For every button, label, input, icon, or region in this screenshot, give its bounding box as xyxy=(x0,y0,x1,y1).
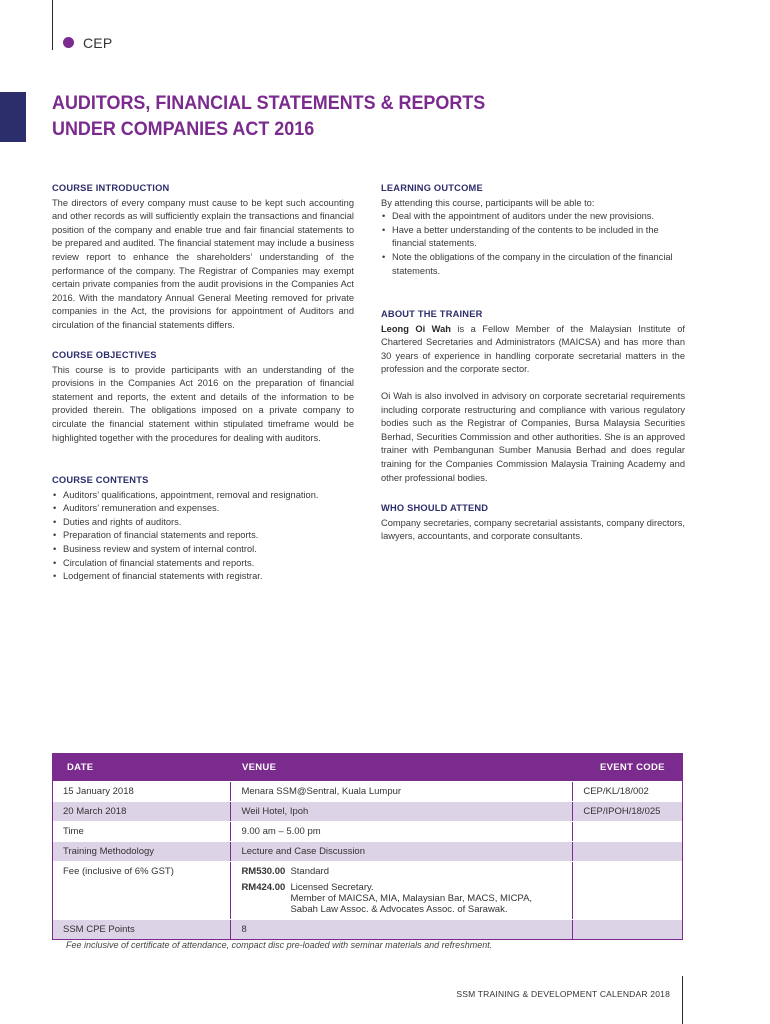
header-dot-icon xyxy=(63,37,74,48)
table-header-venue: VENUE xyxy=(242,762,277,773)
trainer-bio-1 xyxy=(381,323,685,377)
table-cell-event-code: CEP/KL/18/002 xyxy=(572,782,682,801)
fee-footnote: Fee inclusive of certificate of attendance, compact disc pre-loaded with seminar materials and refreshment. xyxy=(66,940,493,950)
trainer-bio-2: Oi Wah is also involved in advisory on corporate secretarial requirements including corporate restructuring and compliance with various regulatory bodies such as the Registrar of Companies, Bursa Malaysia Securities Berhad, Securities Commission and other authorities. She is an approved trainer with Pembangunan Sumber Manusia Berhad and does regular training for the Companies Commission Malaysia Training Academy and other professional bodies. xyxy=(381,390,685,483)
learning-outcome-section xyxy=(381,182,685,278)
list-item: • Deal with the appointment of auditors under the new provisions. xyxy=(381,210,685,224)
table-cell-value: Lecture and Case Discussion xyxy=(230,842,572,861)
course-introduction-section xyxy=(52,182,354,333)
list-item: • Business review and system of internal control. xyxy=(52,543,354,557)
table-cell-fee xyxy=(230,862,572,919)
table-row-fee xyxy=(53,861,682,919)
table-cell-label: Training Methodology xyxy=(63,846,155,857)
title-line-1: AUDITORS, FINANCIAL STATEMENTS & REPORTS xyxy=(52,92,486,114)
list-item: • Auditors’ remuneration and expenses. xyxy=(52,502,354,516)
table-cell-empty xyxy=(572,920,682,939)
who-should-attend-section xyxy=(381,502,685,544)
table-header-date: DATE xyxy=(67,762,94,773)
learning-outcome-list xyxy=(381,210,685,278)
fee-licensed-amount: RM424.00 xyxy=(241,882,286,893)
side-accent-block xyxy=(0,92,26,142)
table-cell-empty xyxy=(572,822,682,841)
table-row xyxy=(53,919,682,939)
table-cell-event-code: CEP/IPOH/18/025 xyxy=(572,802,682,821)
footer-calendar-title: SSM TRAINING & DEVELOPMENT CALENDAR 2018 xyxy=(456,989,670,999)
trainer-bio-1-text: is a Fellow Member of the Malaysian Institute of Chartered Secretaries and Administrators (MAICSA) and has more than 30 years of experience in handling corporate secretarial matters in the profession and the corporate sector. xyxy=(381,323,685,375)
table-cell-venue: Menara SSM@Sentral, Kuala Lumpur xyxy=(230,782,572,801)
table-cell-value: 8 xyxy=(230,920,572,939)
course-contents-list xyxy=(52,489,354,584)
trainer-name: Leong Oi Wah xyxy=(381,323,451,334)
list-item: • Have a better understanding of the contents to be included in the financial statements. xyxy=(381,224,685,251)
table-row xyxy=(53,821,682,841)
fee-standard-line xyxy=(241,866,572,877)
table-header-event-code: EVENT CODE xyxy=(600,762,665,773)
course-introduction-text: The directors of every company must cause to be kept such accounting and other records as will sufficiently explain the transactions and financial position of the company and enable true and fair financial statements to be prepared and audited. The financial statement may include a business review report to enhance the shareholders’ understanding of the performance of the company. The Registrar of Companies may exempt certain private companies from the audit provisions in the Companies Act 2016. With the mandatory Annual General Meeting removed for private companies in the Act, the provisions for appointment of Auditors and circulation of the financial statements differs. xyxy=(52,197,354,330)
list-item: • Auditors’ qualifications, appointment, removal and resignation. xyxy=(52,489,354,503)
list-item: • Lodgement of financial statements with registrar. xyxy=(52,570,354,584)
learning-outcome-heading: LEARNING OUTCOME xyxy=(381,183,483,193)
course-objectives-heading: COURSE OBJECTIVES xyxy=(52,350,157,360)
list-item: • Circulation of financial statements and reports. xyxy=(52,557,354,571)
course-objectives-text: This course is to provide participants with an understanding of the provisions in the Companies Act 2016 on the preparation of financial statement and reports, the extent and details of the information to be provided therein. The obligations imposed on a private company to circulate the financial statement within stipulated timeframe would be highlighted together with the procedures for dealing with auditors. xyxy=(52,364,354,443)
table-cell-label: SSM CPE Points xyxy=(63,924,135,935)
table-cell-date: 20 March 2018 xyxy=(63,806,127,817)
table-cell-venue: Weil Hotel, Ipoh xyxy=(230,802,572,821)
page-title xyxy=(52,90,530,142)
course-contents-section xyxy=(52,474,354,584)
footer-divider-line xyxy=(682,976,683,1024)
table-row xyxy=(53,841,682,861)
course-schedule-table xyxy=(52,753,683,940)
table-row xyxy=(53,801,682,821)
table-cell-date: 15 January 2018 xyxy=(63,786,134,797)
table-cell-label: Fee (inclusive of 6% GST) xyxy=(63,866,174,877)
table-cell-label: Time xyxy=(63,826,84,837)
who-should-attend-text: Company secretaries, company secretarial assistants, company directors, lawyers, accountants, and corporate consultants. xyxy=(381,517,685,542)
top-divider-line xyxy=(52,0,53,50)
fee-licensed-line xyxy=(241,882,572,893)
course-contents-heading: COURSE CONTENTS xyxy=(52,475,149,485)
fee-licensed-detail-1: Member of MAICSA, MIA, Malaysian Bar, MACS, MICPA, xyxy=(290,893,533,904)
course-objectives-section xyxy=(52,349,354,445)
course-introduction-heading: COURSE INTRODUCTION xyxy=(52,183,170,193)
fee-licensed-detail-2: Sabah Law Assoc. & Advocates Assoc. of Sarawak. xyxy=(290,904,508,915)
who-should-attend-heading: WHO SHOULD ATTEND xyxy=(381,503,489,513)
title-line-2: UNDER COMPANIES ACT 2016 xyxy=(52,118,315,140)
table-header-row xyxy=(53,753,682,781)
table-cell-value: 9.00 am – 5.00 pm xyxy=(230,822,572,841)
list-item: • Preparation of financial statements and reports. xyxy=(52,529,354,543)
list-item: • Note the obligations of the company in the circulation of the financial statements. xyxy=(381,251,685,278)
fee-standard-amount: RM530.00 xyxy=(241,866,286,877)
table-cell-empty xyxy=(572,842,682,861)
table-row xyxy=(53,781,682,801)
about-trainer-heading: ABOUT THE TRAINER xyxy=(381,309,483,319)
fee-licensed-label: Licensed Secretary. xyxy=(290,882,374,893)
list-item: • Duties and rights of auditors. xyxy=(52,516,354,530)
table-cell-empty xyxy=(572,862,682,919)
about-trainer-section xyxy=(381,308,685,485)
learning-outcome-intro: By attending this course, participants will be able to: xyxy=(381,197,595,208)
header-tag: CEP xyxy=(83,35,113,51)
fee-standard-label: Standard xyxy=(290,866,329,877)
